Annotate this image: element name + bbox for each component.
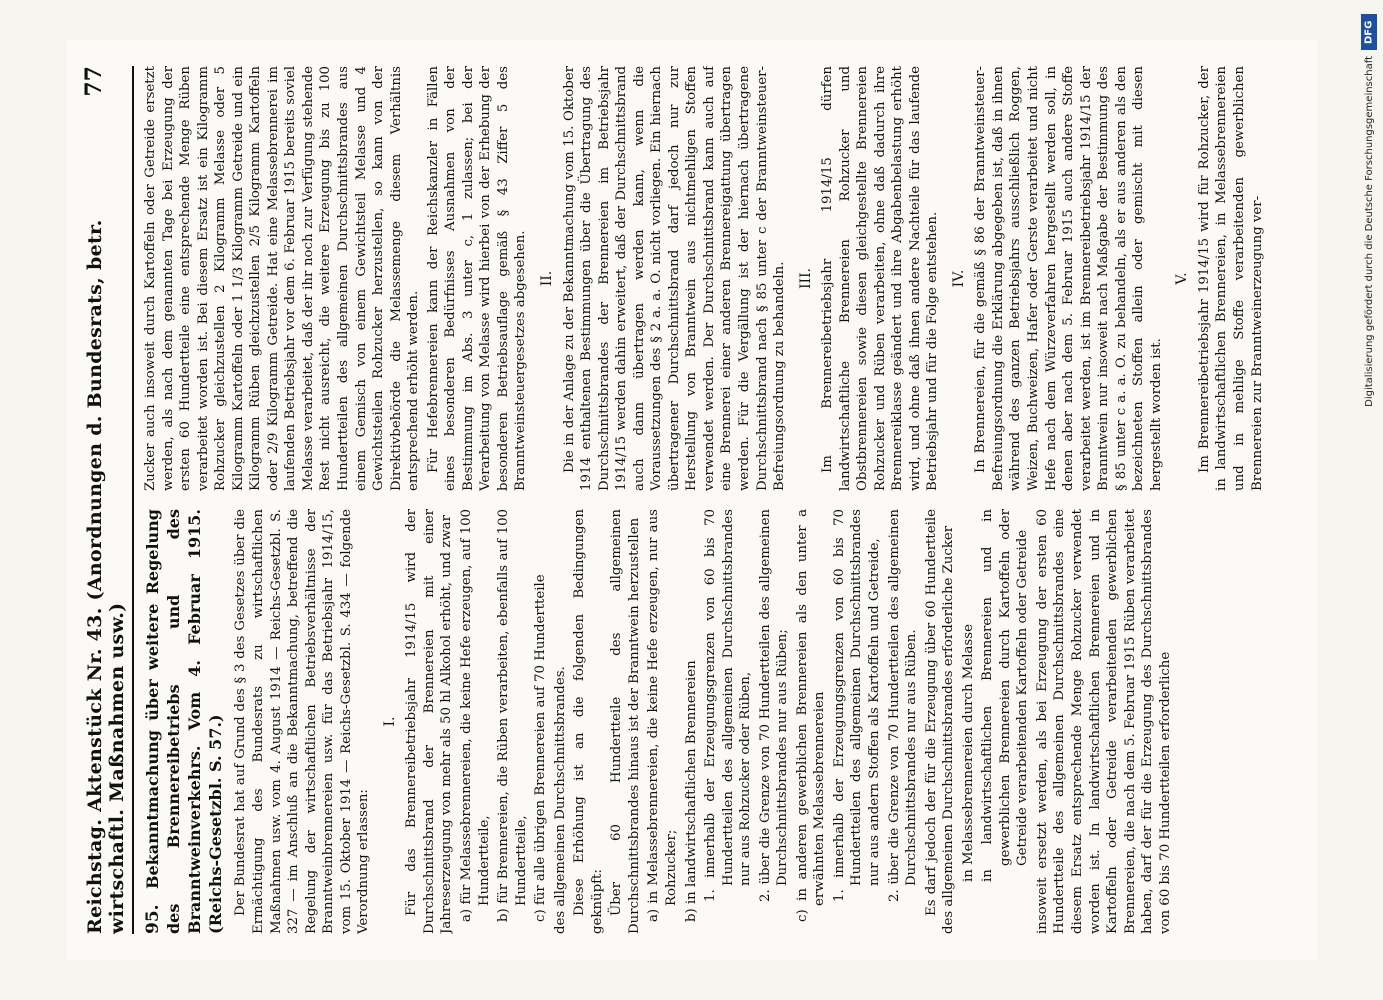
digitization-note xyxy=(1359,14,1379,986)
paragraph: Für das Brennereibetriebsjahr 1914/15 wird der Durchschnittsbrand der Brennereien mit einer Jahreserzeugung von mehr als 50 hl Alkohol erhöht, und zwar xyxy=(403,509,454,934)
article-heading xyxy=(142,509,226,934)
intro-paragraph: Der Bundesrat hat auf Grund des § 3 des Gesetzes über die Ermächtigung des Bundesrats zu wirtschaftlichen Maßnahmen usw. vom 4. August 1914 — Reichs-Gesetzbl. S. 327 — im Anschluß an die Bekanntmachung, betreffend die Regelung der wirtschaftlichen Betriebsverhältnisse der Branntweinbrennereien usw. für das Betriebsjahr 1914/15, vom 15. Oktober 1914 — Reichs-Gesetzbl. S. 434 — folgende Verordnung erlassen: xyxy=(232,509,371,934)
condition-b2: 2. über die Grenze von 70 Hundertteilen des allgemeinen Durchschnittsbrandes nur aus Rüben; xyxy=(757,509,790,902)
list-item-c: c) für alle übrigen Brennereien auf 70 Hundertteile xyxy=(532,574,548,922)
page-number: 77 xyxy=(80,66,107,97)
paragraph: Die in der Anlage zu der Bekanntmachung vom 15. Oktober 1914 enthaltenen Bestimmungen über die Übertragung des Durchschnittsbrandes der Brennereien im Betriebsjahr 1914/15 werden dahin erweitert, daß der Durchschnittsbrand auch dann übertragen werden kann, wenn die Voraussetzungen des § 2 a. a. O. nicht vorliegen. Ein hiernach übertragener Durchschnittsbrand darf jedoch nur zur Herstellung von Branntwein aus nichtmehligen Stoffen verwendet werden. Der Durchschnittsbrand kann auch auf eine Brennerei einer anderen Brennereigattung übertragen werden. Für die Vergällung ist der hiernach übertragene Durchschnittsbrand nach § 85 unter c der Branntweinsteuer-Befreiungsordnung zu behandeln. xyxy=(561,66,787,491)
document-page xyxy=(67,40,1317,960)
section-heading-4: IV. xyxy=(950,269,967,288)
page-header xyxy=(81,66,134,934)
paragraph: Es darf jedoch der für die Erzeugung über 60 Hundertteile des allgemeinen Durchschnittsbrandes erforderliche Zucker xyxy=(923,509,956,934)
paragraph: Im Brennereibetriebsjahr 1914/15 dürfen landwirtschaftliche Brennereien Rohzucker und Obstbrennereien sowie diesen gleichgestellte Brennereien Rohzucker und Rüben verarbeiten, ohne daß dadurch ihre Brennereiklasse geändert und ihre Abgabenbelastung erhöht wird, und ohne daß ihnen andere Nachteile für das laufende Betriebsjahr und für die Folge entstehen. xyxy=(819,66,940,491)
article-number: 95. xyxy=(142,904,163,934)
condition-b1: 1. innerhalb der Erzeugungsgrenzen von 60 bis 70 Hundertteilen des allgemeinen Durchschnittsbrandes nur aus Rohzucker oder Rüben, xyxy=(702,509,753,902)
paragraph: Zucker auch insoweit durch Kartoffeln oder Getreide ersetzt werden, als nach dem genannten Tage bei Erzeugung der ersten 60 Hundertteile eine entsprechende Menge Rüben verarbeitet worden ist. Bei diesem Ersatz ist ein Kilogramm Rohzucker gleichzustellen 2 Kilogramm Melasse oder 5 Kilogramm Kartoffeln oder 1 1/3 Kilogramm Getreide und ein Kilogramm Rüben gleichzustellen 2/5 Kilogramm Kartoffeln oder 2/9 Kilogramm Getreide. Hat eine Melassebrennerei im laufenden Betriebsjahr vor dem 6. Februar 1915 bereits soviel Melasse verarbeitet, daß der ihr noch zur Verfügung stehende Rest nicht ausreicht, die weitere Erzeugung bis zu 100 Hundertteilen des allgemeinen Durchschnittsbrandes aus einem Gemisch von einem Gewichtsteil Melasse und 4 Gewichtsteilen Rohzucker herzustellen, so kann von der Direktivbehörde die Melassemenge diesem Verhältnis entsprechend erhöht werden. xyxy=(142,66,421,491)
text-columns xyxy=(142,66,1324,934)
section-heading-1: I. xyxy=(381,716,398,727)
dfg-credit-text: Digitalisierung gefördert durch die Deutsche Forschungsgemeinschaft xyxy=(1363,56,1375,407)
header-title: Reichstag. Aktenstück Nr. 43. (Anordnungen d. Bundesrats, betr. wirtschaftl. Maßnahmen usw.) xyxy=(83,219,128,934)
list-item-a: a) für Melassebrennereien, die keine Hefe erzeugen, auf 100 Hundertteile, xyxy=(458,509,492,922)
paragraph: insoweit ersetzt werden, als bei Erzeugung der ersten 60 Hundertteile des allgemeinen Durchschnittsbrandes eine diesem Ersatz entsprechende Menge Rohzucker verwendet worden ist. In landwirtschaftlichen Brennereien und in Kartoffeln oder Getreide verarbeitenden gewerblichen Brennereien, die nach dem 5. Februar 1915 Rüben verarbeitet haben, darf der für die Erzeugung des Durchschnittsbrandes von 60 bis 70 Hundertteilen erforderliche xyxy=(1034,509,1173,934)
section-heading-3: III. xyxy=(797,267,814,290)
paragraph: des allgemeinen Durchschnittsbrandes. xyxy=(552,666,568,934)
list-item-b: b) für Brennereien, die Rüben verarbeiten, ebenfalls auf 100 Hundertteile, xyxy=(495,509,529,922)
column-left xyxy=(142,509,1324,934)
paragraph: Über 60 Hundertteile des allgemeinen Durchschnittsbrandes hinaus ist der Branntwein herzustellen xyxy=(608,509,642,934)
section-heading-5: V. xyxy=(1173,272,1190,285)
list-item: in landwirtschaftlichen Brennereien und in gewerblichen Brennereien durch Kartoffeln oder Getreide verarbeitenden Kartoffeln oder Getreide xyxy=(979,509,1030,882)
condition-c1: 1. innerhalb der Erzeugungsgrenzen von 60 bis 70 Hundertteilen des allgemeinen Durchschnittsbrandes nur aus andern Stoffen als Kartoffeln und Getreide, xyxy=(831,509,882,902)
article-title: Bekanntmachung über weitere Regelung des Brennereibetriebs und des Branntweinverkehrs. Vom 4. Februar 1915. (Reichs-Gesetzbl. S. 57.) xyxy=(142,509,225,934)
condition-a: a) in Melassebrennereien, die keine Hefe erzeugen, nur aus Rohzucker; xyxy=(645,509,679,922)
condition-b: b) in landwirtschaftlichen Brennereien xyxy=(683,660,699,922)
paragraph: In Brennereien, für die gemäß § 86 der Branntweinsteuer-Befreiungsordnung die Erklärung abgegeben ist, daß in ihnen während des ganzen Betriebsjahrs ausschließlich Roggen, Weizen, Buchweizen, Hafer oder Gerste verarbeitet und nicht Hefe nach dem Würzeverfahren hergestellt werden soll, in denen aber nach dem 5. Februar 1915 auch andere Stoffe verarbeitet werden, ist im Brennereibetriebsjahr 1914/15 der Branntwein nur insoweit nach Maßgabe der Bestimmung des § 85 unter c a. a. O. zu behandeln, als er aus anderen als den bezeichneten Stoffen allein oder gemischt mit diesen hergestellt worden ist. xyxy=(972,66,1164,491)
dfg-logo: DFG xyxy=(1361,14,1377,50)
condition-c2: 2. über die Grenze von 70 Hundertteilen des allgemeinen Durchschnittsbrandes nur aus Rüben. xyxy=(886,509,919,902)
list-item: in Melassebrennereien durch Melasse xyxy=(960,624,976,882)
condition-c: c) in anderen gewerblichen Brennereien als den unter a erwähnten Melassebrennereien xyxy=(794,509,827,922)
paragraph: Diese Erhöhung ist an die folgenden Bedingungen geknüpft: xyxy=(571,509,605,934)
paragraph: Für Hefebrennereien kann der Reichskanzler in Fällen eines besonderen Bedürfnisses Ausnahmen von der Bestimmung im Abs. 3 unter c, 1 zulassen; bei der Verarbeitung von Melasse wird hierbei von der Erhebung der besonderen Betriebsauflage gemäß § 43 Ziffer 5 des Branntweinsteuergesetzes abgesehen. xyxy=(425,66,528,491)
section-heading-2: II. xyxy=(538,270,555,287)
column-right xyxy=(142,66,1324,491)
paragraph: Im Brennereibetriebsjahr 1914/15 wird für Rohzucker, der in landwirtschaftlichen Brennereien, in Melassebrennereien und in mehlige Stoffe verarbeitenden gewerblichen Brennereien zur Branntweinerzeugung ver- xyxy=(1196,66,1264,491)
